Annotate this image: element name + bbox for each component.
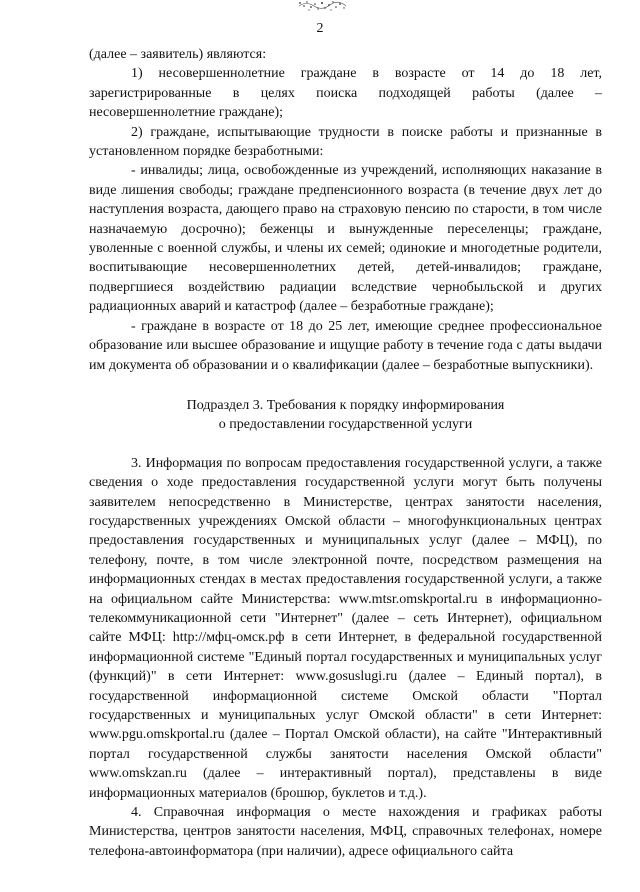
paragraph: 2) граждане, испытывающие трудности в поиске работы и признанные в установленном порядке безработными: bbox=[89, 124, 602, 160]
document-body bbox=[89, 45, 602, 861]
paragraph: 3. Информация по вопросам предоставления государственной услуги, а также сведения о ходе предоставления государственной услуги могут быть получены заявителем непосредственно в Министерстве, центрах занятости населения, государственных учреждениях Омской области – многофункциональных центрах предоставления государственных и муниципальных услуг (далее – МФЦ), по телефону, почте, в том числе электронной почте, посредством размещения на информационных стендах в местах предоставления государственной услуги, а также на официальном сайте Министерства: www.mtsr.omskportal.ru в информационно-телекоммуникационной сети "Интернет" (далее – сеть Интернет), официальном сайте МФЦ: http://мфц-омск.рф в сети Интернет, в федеральной государственной информационной системе "Единый портал государственных и муниципальных услуг (функций)" в сети Интернет: www.gosuslugi.ru (далее – Единый портал), в государственной информационной системе Омской области "Портал государственных и муниципальных услуг Омской области" в сети Интернет: www.pgu.omskportal.ru (далее – Портал Омской области), на сайте "Интерактивный портал государственной службы занятости населения Омской области" www.omskzan.ru (далее – интерактивный портал), представлены в виде информационных материалов (брошюр, буклетов и т.д.). bbox=[89, 455, 602, 801]
paragraph: (далее – заявитель) являются: bbox=[89, 47, 267, 62]
paragraph: - граждане в возрасте от 18 до 25 лет, имеющие среднее профессиональное образование или высшее образование и ищущие работу в течение года с даты выдачи им документа об образовании и о квалификации (далее – безработные выпускники). bbox=[89, 318, 602, 373]
paragraph: - инвалиды; лица, освобожденные из учреждений, исполняющих наказание в виде лишения свободы; граждане предпенсионного возраста (в течение двух лет до наступления возраста, дающего право на страховую пенсию по старости, в том числе назначаемую досрочно); беженцы и вынужденные переселенцы; граждане, уволенные с военной службы, и члены их семей; одинокие и многодетные родители, воспитывающие несовершеннолетних детей, детей-инвалидов; граждане, подвергшиеся воздействию радиации вследствие чернобыльской и других радиационных аварий и катастроф (далее – безработные граждане); bbox=[89, 163, 602, 315]
subsection-heading-line: о предоставлении государственной услуги bbox=[218, 417, 473, 433]
subsection-heading-line: Подраздел 3. Требования к порядку информирования bbox=[186, 397, 505, 413]
stamp-mark-icon bbox=[296, 0, 348, 12]
paragraph: 4. Справочная информация о месте нахождения и графиках работы Министерства, центров занятости населения, МФЦ, справочных телефонах, номере телефона-автоинформатора (при наличии), адресе официального сайта bbox=[89, 805, 602, 859]
subsection-heading bbox=[89, 396, 602, 435]
page-number: 2 bbox=[316, 21, 324, 36]
paragraph: 1) несовершеннолетние граждане в возрасте от 14 до 18 лет, зарегистрированные в целях поиска подходящей работы (далее – несовершеннолетние граждане); bbox=[89, 66, 602, 121]
